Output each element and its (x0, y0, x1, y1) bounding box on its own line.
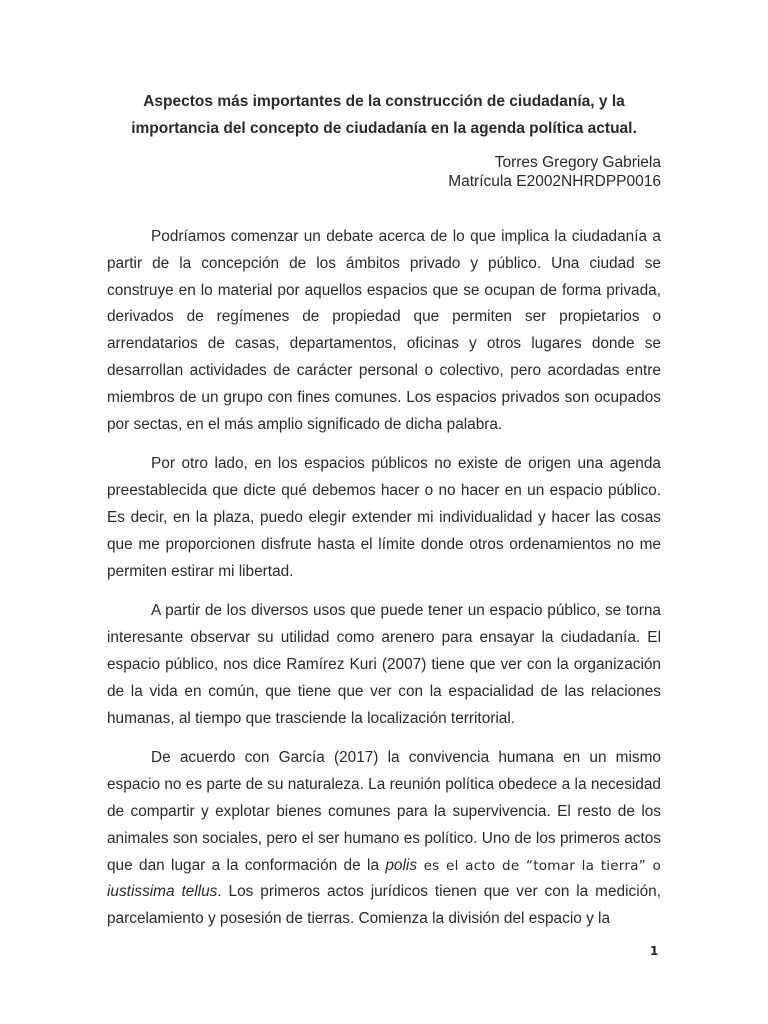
paragraph-4-italic-tellus: iustissima tellus (107, 883, 218, 901)
paragraph-4-text-3: . Los primeros actos jurídicos tienen que ver con la medición, parcelamiento y posesión de tierras. Comienza la división del espacio y la (107, 883, 662, 928)
paragraph-3: A partir de los diversos usos que puede tener un espacio público, se torna interesante observar su utilidad como arenero para ensayar la ciudadanía. El espacio público, nos dice Ramírez Kuri (2007) tiene que ver con la organización de la vida en común, que tiene que ver con la espacialidad de las relaciones humanas, al tiempo que trasciende la localización territorial. (107, 602, 661, 727)
paragraph-1: Podríamos comenzar un debate acerca de lo que implica la ciudadanía a partir de la concepción de los ámbitos privado y público. Una ciudad se construye en lo material por aquellos espacios que se ocupan de forma privada, derivados de regímenes de propiedad que permiten ser propietarios o arrendatarios de casas, departamentos, oficinas y otros lugares donde se desarrollan actividades de carácter personal o colectivo, pero acordadas entre miembros de un grupo con fines comunes. Los espacios privados son ocupados por sectas, en el más amplio significado de dicha palabra. (107, 228, 661, 433)
author-block (448, 153, 661, 191)
title-line-1: Aspectos más importantes de la construcción de ciudadanía, y la (143, 93, 625, 110)
document-body (107, 224, 661, 946)
title-line-2: importancia del concepto de ciudadanía en la agenda política actual. (131, 120, 637, 137)
paragraph-4-text-1: De acuerdo con García (2017) la convivencia humana en un mismo espacio no es parte de su naturaleza. La reunión política obedece a la necesidad de compartir y explotar bienes comunes para la supervivencia. El resto de los animales son sociales, pero el ser humano es político. Uno de los primeros actos que dan lugar a la conformación de la (107, 749, 661, 874)
paragraph-4-italic-polis: polis (385, 856, 418, 874)
paragraph-4 (107, 745, 661, 933)
paragraph-2: Por otro lado, en los espacios públicos no existe de origen una agenda preestablecida que dicte qué debemos hacer o no hacer en un espacio público. Es decir, en la plaza, puedo elegir extender mi individualidad y hacer las cosas que me proporcionen disfrute hasta el límite donde otros ordenamientos no me permiten estirar mi libertad. (107, 455, 661, 580)
document-title (100, 88, 668, 142)
author-id: Matrícula E2002NHRDPP0016 (448, 173, 661, 190)
paragraph-4-text-2: es el acto de “tomar la tierra” o (417, 857, 661, 874)
page-number: 1 (650, 944, 659, 958)
author-name: Torres Gregory Gabriela (494, 154, 661, 171)
